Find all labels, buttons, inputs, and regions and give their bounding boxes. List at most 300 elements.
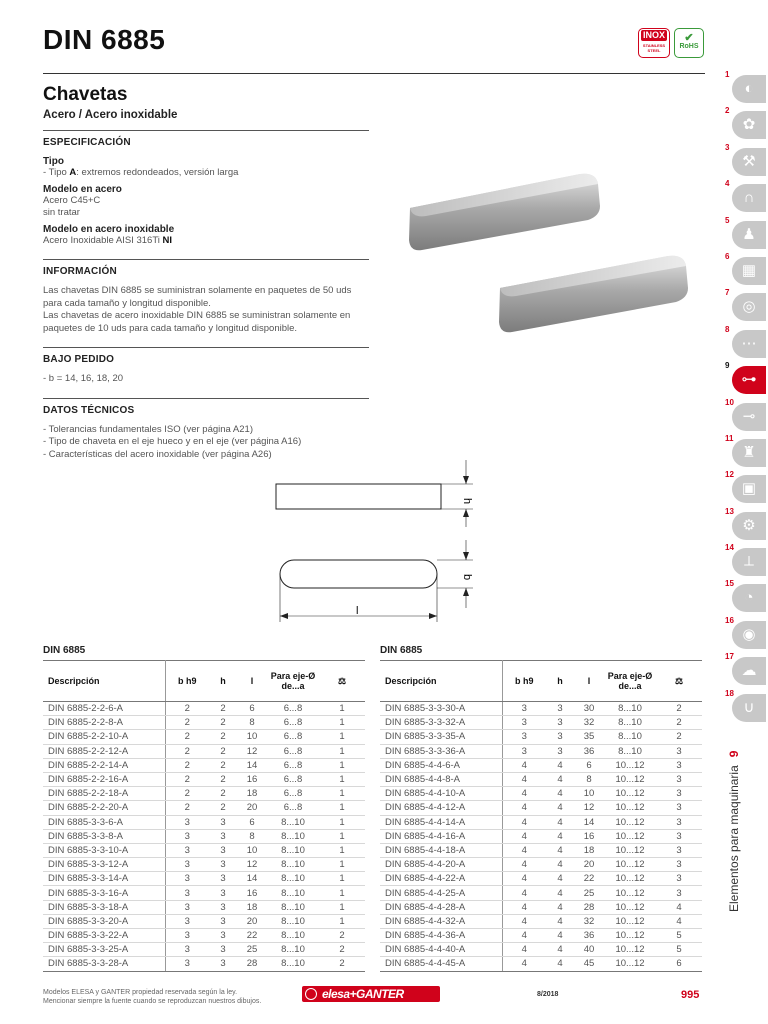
cell-pack: 4 <box>656 900 702 914</box>
cell-shaft: 8...10 <box>267 943 319 957</box>
table-row <box>380 744 702 758</box>
cell-desc: DIN 6885-4-4-40-A <box>380 943 502 957</box>
certification-badges <box>638 28 704 58</box>
chapter-tab-1[interactable] <box>722 70 768 106</box>
cell-b: 4 <box>502 815 546 829</box>
cell-l: 16 <box>237 886 267 900</box>
cell-b: 3 <box>165 957 209 971</box>
cell-b: 3 <box>165 900 209 914</box>
inox-badge: INOX STAINLESS STEEL <box>638 28 670 58</box>
cell-pack: 3 <box>656 829 702 843</box>
chapter-icon: ∩ <box>732 184 766 212</box>
cell-desc: DIN 6885-2-2-14-A <box>43 758 165 772</box>
chapter-tab-11[interactable] <box>722 434 768 470</box>
cell-l: 22 <box>237 929 267 943</box>
cell-b: 4 <box>502 801 546 815</box>
cell-h: 3 <box>209 829 237 843</box>
chapter-tab-13[interactable] <box>722 507 768 543</box>
cell-desc: DIN 6885-4-4-18-A <box>380 843 502 857</box>
chapter-tab-3[interactable] <box>722 143 768 179</box>
table-row <box>380 858 702 872</box>
cell-pack: 5 <box>656 929 702 943</box>
cell-l: 10 <box>237 730 267 744</box>
cell-desc: DIN 6885-4-4-22-A <box>380 872 502 886</box>
table-row <box>380 815 702 829</box>
cell-h: 3 <box>546 744 574 758</box>
dim-b-label: b <box>461 574 473 581</box>
cell-pack: 1 <box>319 787 365 801</box>
cell-b: 4 <box>502 914 546 928</box>
dimensions-table <box>380 660 702 972</box>
chapter-icon: ⋯ <box>732 330 766 358</box>
cell-pack: 2 <box>656 716 702 730</box>
cell-desc: DIN 6885-3-3-30-A <box>380 702 502 716</box>
table-row <box>380 772 702 786</box>
chapter-tab-number: 11 <box>725 433 734 443</box>
dimensions-table <box>43 660 365 972</box>
chapter-tab-number: 5 <box>725 215 730 225</box>
cell-l: 20 <box>237 801 267 815</box>
table-row <box>380 900 702 914</box>
chapter-tab-number: 18 <box>725 688 734 698</box>
col-l: l <box>237 661 267 702</box>
table-row <box>380 829 702 843</box>
cell-l: 25 <box>574 886 604 900</box>
cell-pack: 5 <box>656 943 702 957</box>
table-row <box>380 872 702 886</box>
cell-h: 3 <box>209 900 237 914</box>
chapter-tab-6[interactable] <box>722 252 768 288</box>
cell-desc: DIN 6885-2-2-12-A <box>43 744 165 758</box>
cell-pack: 1 <box>319 872 365 886</box>
cell-shaft: 8...10 <box>267 829 319 843</box>
table-row <box>43 744 365 758</box>
chapter-tab-number: 4 <box>725 179 730 189</box>
cell-shaft: 8...10 <box>267 843 319 857</box>
order-heading: BAJO PEDIDO <box>43 347 369 365</box>
brand-logo: elesa+GANTER <box>302 986 440 1002</box>
cell-desc: DIN 6885-4-4-6-A <box>380 758 502 772</box>
tech-item: - Tolerancias fundamentales ISO (ver página A21) <box>43 423 253 435</box>
cell-l: 20 <box>574 858 604 872</box>
cell-shaft: 6...8 <box>267 702 319 716</box>
cell-pack: 1 <box>319 858 365 872</box>
cell-l: 12 <box>237 858 267 872</box>
page-title: DIN 6885 <box>43 24 166 55</box>
cell-pack: 1 <box>319 772 365 786</box>
cell-b: 3 <box>502 716 546 730</box>
cell-shaft: 8...10 <box>267 900 319 914</box>
product-name: Chavetas <box>43 84 128 105</box>
check-icon: ✔ <box>684 32 694 44</box>
footer-note: Modelos ELESA y GANTER propiedad reservada según la ley. Mencionar siempre la fuente cuando se reproduzcan nuestros dibujos. <box>43 989 262 1005</box>
chapter-tab-number: 8 <box>725 324 730 334</box>
cell-h: 3 <box>209 957 237 971</box>
chapter-tab-number: 3 <box>725 142 730 152</box>
cell-b: 3 <box>165 914 209 928</box>
dim-h-label: h <box>461 498 473 505</box>
cell-b: 3 <box>502 730 546 744</box>
chapter-icon: ⚒ <box>732 148 766 176</box>
cell-h: 4 <box>546 914 574 928</box>
cell-l: 8 <box>237 716 267 730</box>
cell-l: 20 <box>237 914 267 928</box>
cell-pack: 3 <box>656 758 702 772</box>
chapter-icon: ⊸ <box>732 403 766 431</box>
cell-shaft: 10...12 <box>604 801 656 815</box>
cell-pack: 3 <box>656 858 702 872</box>
cell-desc: DIN 6885-4-4-32-A <box>380 914 502 928</box>
chapter-icon: ∪ <box>732 694 766 722</box>
cell-b: 4 <box>502 943 546 957</box>
table-row <box>380 787 702 801</box>
col-desc: Descripción <box>43 661 165 702</box>
cell-h: 4 <box>546 801 574 815</box>
acero-line2: sin tratar <box>43 207 80 218</box>
cell-h: 2 <box>209 716 237 730</box>
cell-pack: 1 <box>319 744 365 758</box>
chapter-icon: ▣ <box>732 475 766 503</box>
chapter-icon: ▦ <box>732 257 766 285</box>
chapter-tab-number: 13 <box>725 506 734 516</box>
logo-icon <box>305 988 317 1000</box>
cell-desc: DIN 6885-2-2-8-A <box>43 716 165 730</box>
cell-pack: 1 <box>319 900 365 914</box>
cell-pack: 3 <box>656 801 702 815</box>
cell-l: 10 <box>237 843 267 857</box>
cell-shaft: 6...8 <box>267 758 319 772</box>
cell-shaft: 8...10 <box>267 914 319 928</box>
cell-shaft: 10...12 <box>604 843 656 857</box>
cell-desc: DIN 6885-3-3-6-A <box>43 815 165 829</box>
cell-pack: 3 <box>656 872 702 886</box>
col-pack-icon: ⚖ <box>319 661 365 702</box>
cell-desc: DIN 6885-4-4-36-A <box>380 929 502 943</box>
cell-l: 6 <box>237 815 267 829</box>
table-row <box>43 787 365 801</box>
cell-h: 3 <box>209 914 237 928</box>
cell-l: 18 <box>574 843 604 857</box>
cell-desc: DIN 6885-4-4-45-A <box>380 957 502 971</box>
cell-l: 10 <box>574 787 604 801</box>
page-number: 995 <box>681 989 700 1001</box>
cell-shaft: 8...10 <box>267 858 319 872</box>
inox-label: Modelo en acero inoxidable <box>43 223 175 235</box>
chapter-tab-4[interactable] <box>722 179 768 215</box>
cell-l: 18 <box>237 900 267 914</box>
cell-h: 3 <box>209 872 237 886</box>
cell-desc: DIN 6885-4-4-8-A <box>380 772 502 786</box>
cell-pack: 1 <box>319 815 365 829</box>
info-p2: Las chavetas de acero inoxidable DIN 6885 se suministran solamente en paquetes de 10 uds para cada tamaño y longitud disponible. <box>43 310 351 334</box>
cell-shaft: 8...10 <box>604 716 656 730</box>
cell-shaft: 8...10 <box>267 815 319 829</box>
cell-h: 3 <box>209 858 237 872</box>
cell-h: 3 <box>209 929 237 943</box>
table-row <box>43 957 365 971</box>
chapter-tab-number: 6 <box>725 251 730 261</box>
order-text: - b = 14, 16, 18, 20 <box>43 373 124 384</box>
cell-l: 28 <box>237 957 267 971</box>
cell-shaft: 8...10 <box>267 886 319 900</box>
chapter-tabs <box>722 70 768 725</box>
cell-shaft: 6...8 <box>267 772 319 786</box>
chapter-tab-5[interactable] <box>722 216 768 252</box>
cell-shaft: 10...12 <box>604 815 656 829</box>
chapter-tab-8[interactable] <box>722 325 768 361</box>
chapter-tab-12[interactable] <box>722 470 768 506</box>
dim-l-label: l <box>356 605 359 617</box>
cell-l: 6 <box>574 758 604 772</box>
table-row <box>380 914 702 928</box>
rohs-badge: ✔ RoHS <box>674 28 704 58</box>
cell-desc: DIN 6885-4-4-12-A <box>380 801 502 815</box>
chapter-tab-16[interactable] <box>722 616 768 652</box>
cell-pack: 2 <box>319 929 365 943</box>
cell-shaft: 10...12 <box>604 929 656 943</box>
cell-shaft: 10...12 <box>604 957 656 971</box>
cell-l: 16 <box>574 829 604 843</box>
cell-shaft: 6...8 <box>267 730 319 744</box>
cell-b: 3 <box>165 815 209 829</box>
cell-desc: DIN 6885-2-2-20-A <box>43 801 165 815</box>
cell-b: 3 <box>502 744 546 758</box>
cell-b: 4 <box>502 787 546 801</box>
product-material: Acero / Acero inoxidable <box>43 109 178 121</box>
table-row <box>380 843 702 857</box>
cell-shaft: 8...10 <box>604 730 656 744</box>
cell-pack: 4 <box>656 914 702 928</box>
cell-pack: 1 <box>319 801 365 815</box>
chapter-tab-number: 15 <box>725 579 734 589</box>
cell-shaft: 10...12 <box>604 886 656 900</box>
cell-pack: 1 <box>319 730 365 744</box>
chapter-icon: ◔ <box>732 584 766 612</box>
table-row <box>43 943 365 957</box>
cell-l: 14 <box>574 815 604 829</box>
table-title: DIN 6885 <box>380 645 423 656</box>
cell-pack: 2 <box>319 957 365 971</box>
chapter-icon: ✿ <box>732 111 766 139</box>
cell-pack: 3 <box>656 744 702 758</box>
cell-l: 45 <box>574 957 604 971</box>
cell-h: 3 <box>209 815 237 829</box>
cell-h: 3 <box>209 943 237 957</box>
chapter-tab-17[interactable] <box>722 652 768 688</box>
cell-shaft: 10...12 <box>604 787 656 801</box>
chapter-tab-number: 10 <box>725 397 734 407</box>
cell-b: 4 <box>502 858 546 872</box>
chapter-tab-15[interactable] <box>722 579 768 615</box>
table-header-row <box>380 661 702 702</box>
table-row <box>43 772 365 786</box>
cell-h: 4 <box>546 787 574 801</box>
col-h: h <box>209 661 237 702</box>
chapter-tab-number: 1 <box>725 70 730 79</box>
cell-pack: 1 <box>319 829 365 843</box>
cell-b: 4 <box>502 900 546 914</box>
cell-b: 3 <box>165 829 209 843</box>
cell-shaft: 10...12 <box>604 900 656 914</box>
table-row <box>380 702 702 716</box>
cell-b: 2 <box>165 716 209 730</box>
cell-desc: DIN 6885-4-4-10-A <box>380 787 502 801</box>
table-row <box>380 886 702 900</box>
cell-shaft: 8...10 <box>267 929 319 943</box>
cell-desc: DIN 6885-4-4-14-A <box>380 815 502 829</box>
cell-h: 2 <box>209 744 237 758</box>
cell-desc: DIN 6885-3-3-12-A <box>43 858 165 872</box>
cell-desc: DIN 6885-3-3-36-A <box>380 744 502 758</box>
cell-l: 22 <box>574 872 604 886</box>
cell-b: 3 <box>165 929 209 943</box>
chapter-icon: ☁ <box>732 657 766 685</box>
cell-h: 2 <box>209 772 237 786</box>
cell-h: 4 <box>546 886 574 900</box>
cell-l: 16 <box>237 772 267 786</box>
cell-h: 3 <box>546 730 574 744</box>
col-l: l <box>574 661 604 702</box>
table-row <box>43 829 365 843</box>
chapter-icon: ♜ <box>732 439 766 467</box>
cell-pack: 3 <box>656 787 702 801</box>
chapter-label: Elementos para maquinaria9 <box>727 750 741 912</box>
chapter-tab-10[interactable] <box>722 398 768 434</box>
cell-desc: DIN 6885-4-4-25-A <box>380 886 502 900</box>
info-p1: Las chavetas DIN 6885 se suministran solamente en paquetes de 50 uds para cada tamaño y longitud disponible. <box>43 285 352 309</box>
cell-shaft: 10...12 <box>604 858 656 872</box>
chapter-tab-number: 14 <box>725 543 734 553</box>
cell-h: 2 <box>209 787 237 801</box>
chapter-tab-2[interactable] <box>722 106 768 142</box>
chapter-icon: ♟ <box>732 221 766 249</box>
tech-item: - Características del acero inoxidable (ver página A26) <box>43 448 272 460</box>
cell-pack: 2 <box>656 702 702 716</box>
cell-h: 4 <box>546 943 574 957</box>
cell-pack: 1 <box>319 758 365 772</box>
cell-shaft: 8...10 <box>604 702 656 716</box>
cell-l: 28 <box>574 900 604 914</box>
cell-h: 2 <box>209 758 237 772</box>
chapter-tab-9[interactable] <box>722 361 768 397</box>
cell-shaft: 8...10 <box>604 744 656 758</box>
cell-shaft: 6...8 <box>267 801 319 815</box>
cell-pack: 1 <box>319 886 365 900</box>
cell-l: 6 <box>237 702 267 716</box>
cell-l: 36 <box>574 929 604 943</box>
cell-l: 8 <box>237 829 267 843</box>
col-b: b h9 <box>502 661 546 702</box>
cell-desc: DIN 6885-3-3-28-A <box>43 957 165 971</box>
product-info <box>43 84 369 461</box>
cell-desc: DIN 6885-3-3-10-A <box>43 843 165 857</box>
table-row <box>43 815 365 829</box>
table-row <box>43 843 365 857</box>
cell-h: 4 <box>546 815 574 829</box>
cell-l: 14 <box>237 758 267 772</box>
table-row <box>380 716 702 730</box>
col-pack-icon: ⚖ <box>656 661 702 702</box>
cell-h: 4 <box>546 900 574 914</box>
info-heading: INFORMACIÓN <box>43 259 369 277</box>
table-title: DIN 6885 <box>43 645 86 656</box>
cell-l: 40 <box>574 943 604 957</box>
cell-pack: 1 <box>319 716 365 730</box>
table-row <box>43 858 365 872</box>
chapter-icon: ⟂ <box>732 548 766 576</box>
cell-b: 2 <box>165 772 209 786</box>
cell-l: 25 <box>237 943 267 957</box>
table-row <box>380 730 702 744</box>
cell-b: 4 <box>502 829 546 843</box>
cell-l: 35 <box>574 730 604 744</box>
chapter-icon: ⊶ <box>732 366 766 394</box>
cell-pack: 3 <box>656 843 702 857</box>
cell-pack: 1 <box>319 702 365 716</box>
cell-h: 4 <box>546 957 574 971</box>
cell-desc: DIN 6885-2-2-6-A <box>43 702 165 716</box>
chapter-icon: ◐ <box>732 75 766 103</box>
cell-l: 32 <box>574 914 604 928</box>
chapter-tab-number: 17 <box>725 652 734 662</box>
cell-h: 4 <box>546 872 574 886</box>
table-row <box>380 957 702 971</box>
cell-desc: DIN 6885-3-3-14-A <box>43 872 165 886</box>
cell-shaft: 6...8 <box>267 716 319 730</box>
cell-b: 2 <box>165 744 209 758</box>
cell-desc: DIN 6885-3-3-25-A <box>43 943 165 957</box>
cell-shaft: 10...12 <box>604 758 656 772</box>
key-photo-upper <box>409 174 600 251</box>
cell-l: 12 <box>574 801 604 815</box>
cell-pack: 2 <box>319 943 365 957</box>
cell-pack: 3 <box>656 815 702 829</box>
table-row <box>43 886 365 900</box>
chapter-tab-number: 12 <box>725 470 734 480</box>
cell-shaft: 10...12 <box>604 829 656 843</box>
cell-l: 8 <box>574 772 604 786</box>
col-shaft: Para eje-Ø de...a <box>604 661 656 702</box>
table-row <box>43 914 365 928</box>
cell-shaft: 6...8 <box>267 744 319 758</box>
cell-pack: 3 <box>656 886 702 900</box>
table-row <box>43 730 365 744</box>
chapter-tab-7[interactable] <box>722 288 768 324</box>
chapter-tab-18[interactable] <box>722 689 768 725</box>
cell-pack: 1 <box>319 914 365 928</box>
cell-desc: DIN 6885-2-2-18-A <box>43 787 165 801</box>
col-desc: Descripción <box>380 661 502 702</box>
cell-b: 4 <box>502 843 546 857</box>
cell-l: 14 <box>237 872 267 886</box>
cell-l: 30 <box>574 702 604 716</box>
cell-desc: DIN 6885-3-3-18-A <box>43 900 165 914</box>
cell-h: 4 <box>546 758 574 772</box>
col-h: h <box>546 661 574 702</box>
cell-h: 4 <box>546 858 574 872</box>
cell-h: 3 <box>546 716 574 730</box>
spec-heading: ESPECIFICACIÓN <box>43 130 369 148</box>
chapter-tab-14[interactable] <box>722 543 768 579</box>
cell-l: 36 <box>574 744 604 758</box>
cell-pack: 1 <box>319 843 365 857</box>
cell-b: 3 <box>165 843 209 857</box>
cell-pack: 3 <box>656 772 702 786</box>
cell-desc: DIN 6885-2-2-16-A <box>43 772 165 786</box>
cell-b: 3 <box>165 886 209 900</box>
cell-b: 2 <box>165 758 209 772</box>
cell-desc: DIN 6885-3-3-20-A <box>43 914 165 928</box>
